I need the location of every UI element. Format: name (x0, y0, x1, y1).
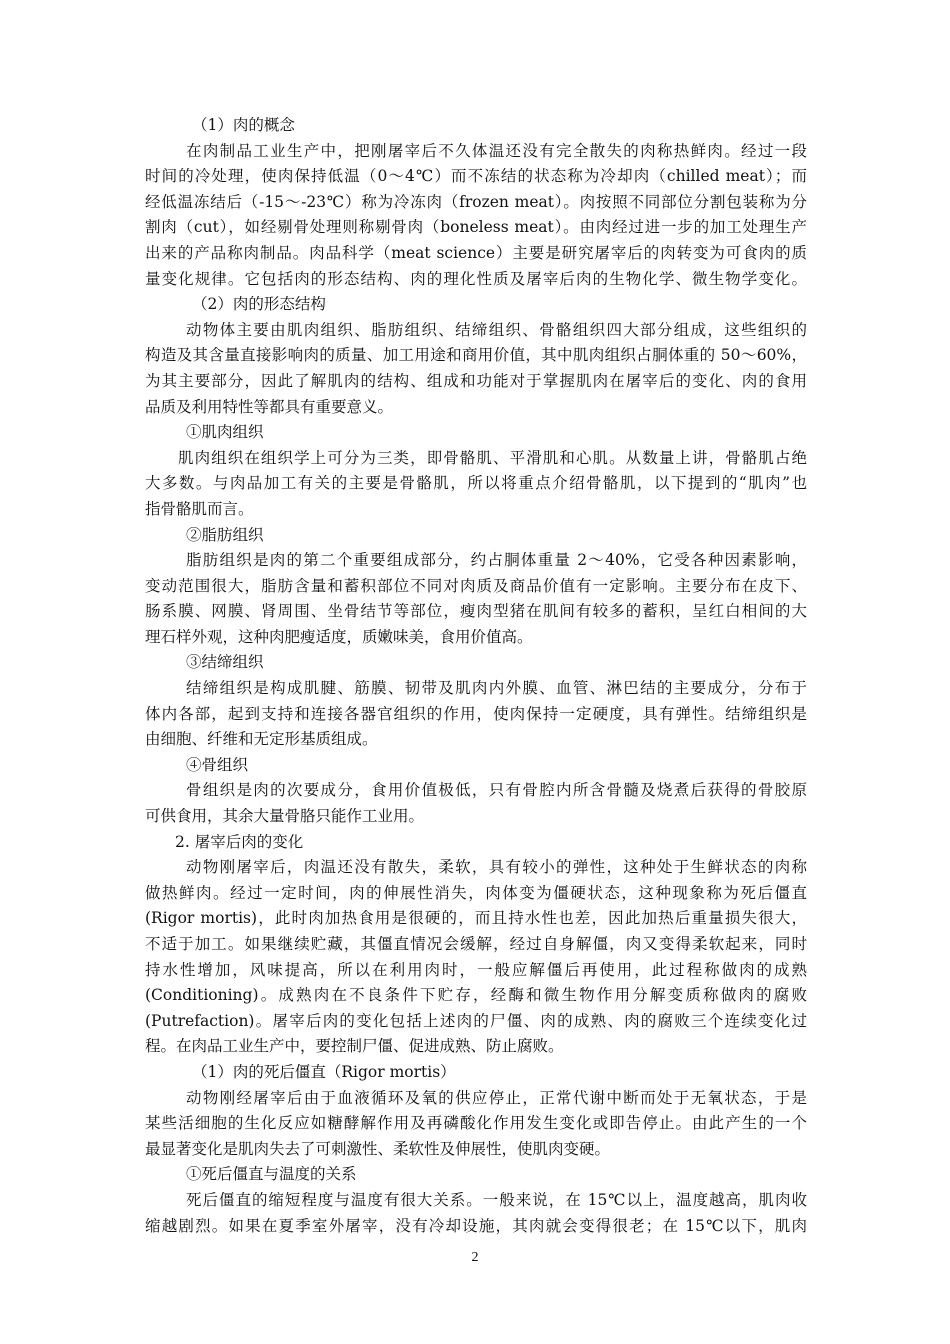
text-line: （1）肉的死后僵直（Rigor mortis） (192, 1062, 456, 1081)
text-line: ①肌肉组织 (186, 423, 264, 442)
text-line: 骨组织是肉的次要成分，食用价值极低，只有骨腔内所含骨髓及烧煮后获得的骨胶原 (186, 781, 807, 800)
text-line: 做热鲜肉。经过一定时间，肉的伸展性消失，肉体变为僵硬状态，这种现象称为死后僵直 (145, 883, 807, 902)
text-line: 体内各部，起到支持和连接各器官组织的作用，使肉保持一定硬度，具有弹性。结缔组织是 (145, 704, 807, 723)
text-line: 割肉（cut），如经剔骨处理则称剔骨肉（boneless meat）。由肉经过进一步的加工处理生产 (145, 218, 807, 237)
text-line: 动物体主要由肌肉组织、脂肪组织、结缔组织、骨骼组织四大部分组成，这些组织的 (186, 320, 807, 339)
text-line: 大多数。与肉品加工有关的主要是骨骼肌，所以将重点介绍骨骼肌，以下提到的“肌肉”也 (145, 474, 807, 493)
text-line: (Rigor mortis)，此时肉加热食用是很硬的，而且持水性也差，因此加热后重量损失很大， (145, 909, 807, 928)
text-line: 持水性增加，风味提高，所以在利用肉时，一般应解僵后再使用，此过程称做肉的成熟 (145, 960, 807, 979)
text-line: 某些活细胞的生化反应如糖酵解作用及再磷酸化作用发生变化或即告停止。由此产生的一个 (145, 1114, 807, 1133)
text-line: ④骨组织 (186, 755, 249, 774)
text-line: 指骨骼肌而言。 (145, 499, 254, 518)
text-line: 不适于加工。如果继续贮藏，其僵直情况会缓解，经过自身解僵，肉又变得柔软起来，同时 (145, 935, 807, 953)
text-line: 由细胞、纤维和无定形基质组成。 (145, 730, 378, 749)
text-line: 动物刚经屠宰后由于血液循环及氧的供应停止，正常代谢中断而处于无氧状态，于是 (186, 1088, 807, 1107)
text-line: 可供食用，其余大量骨胳只能作工业用。 (145, 807, 425, 826)
text-line: 在肉制品工业生产中，把刚屠宰后不久体温还没有完全散失的肉称热鲜肉。经过一段 (186, 141, 807, 160)
text-line: 动物刚屠宰后，肉温还没有散失，柔软，具有较小的弹性，这种处于生鲜状态的肉称 (186, 858, 807, 877)
text-line: ①死后僵直与温度的关系 (186, 1165, 357, 1184)
text-line: 肠系膜、网膜、肾周围、坐骨结节等部位，瘦肉型猪在肌间有较多的蓄积，呈红白相间的大 (145, 602, 807, 621)
text-line: (Conditioning)。成熟肉在不良条件下贮存，经酶和微生物作用分解变质称做肉的腐败 (145, 986, 807, 1005)
text-line: 量变化规律。它包括肉的形态结构、肉的理化性质及屠宰后肉的生物化学、微生物学变化。 (145, 269, 807, 288)
text-line: ③结缔组织 (186, 653, 264, 672)
text-line: (Putrefaction)。屠宰后肉的变化包括上述肉的尸僵、肉的成熟、肉的腐败三个连续变化过 (145, 1011, 807, 1030)
text-line: 经低温冻结后（-15～-23℃）称为冷冻肉（frozen meat）。肉按照不同部位分割包装称为分 (145, 192, 807, 211)
text-line: （1）肉的概念 (192, 116, 295, 134)
text-line: 死后僵直的缩短程度与温度有很大关系。一般来说，在 15℃以上，温度越高，肌肉收 (186, 1190, 807, 1209)
text-line: 最显著变化是肌肉失去了可刺激性、柔软性及伸展性，使肌肉变硬。 (145, 1139, 611, 1158)
text-line: 脂肪组织是肉的第二个重要组成部分，约占胴体重量 2～40%，它受各种因素影响， (186, 551, 807, 570)
text-line: 2. 屠宰后肉的变化 (175, 832, 304, 851)
text-line: （2）肉的形态结构 (192, 295, 326, 314)
text-line: 理石样外观，这种肉肥瘦适度，质嫩味美，食用价值高。 (145, 627, 533, 646)
text-line: 出来的产品称肉制品。肉品科学（meat science）主要是研究屠宰后的肉转变为可食肉的质 (145, 243, 807, 262)
page-number: 2 (471, 1250, 479, 1265)
text-line: 程。在肉品工业生产中，要控制尸僵、促进成熟、防止腐败。 (145, 1037, 564, 1056)
text-line: 为其主要部分，因此了解肌肉的结构、组成和功能对于掌握肌肉在屠宰后的变化、肉的食用 (145, 371, 807, 390)
document-body (145, 113, 807, 1239)
text-line: 缩越剧烈。如果在夏季室外屠宰，没有冷却设施，其肉就会变得很老；在 15℃以下，肌肉 (145, 1216, 807, 1235)
text-line: 时间的冷处理，使肉保持低温（0～4℃）而不冻结的状态称为冷却肉（chilled meat）；而 (145, 167, 807, 186)
text-line: 肌肉组织在组织学上可分为三类，即骨骼肌、平滑肌和心肌。从数量上讲，骨骼肌占绝 (178, 448, 807, 467)
text-line: 构造及其含量直接影响肉的质量、加工用途和商用价值，其中肌肉组织占胴体重的 50～60%， (145, 346, 807, 365)
text-line: ②脂肪组织 (186, 525, 264, 544)
text-line: 结缔组织是构成肌腱、筋膜、韧带及肌肉内外膜、血管、淋巴结的主要成分，分布于 (186, 679, 807, 698)
text-line: 变动范围很大，脂肪含量和蓄积部位不同对肉质及商品价值有一定影响。主要分布在皮下、 (145, 576, 807, 595)
text-line: 品质及利用特性等都具有重要意义。 (145, 397, 394, 416)
